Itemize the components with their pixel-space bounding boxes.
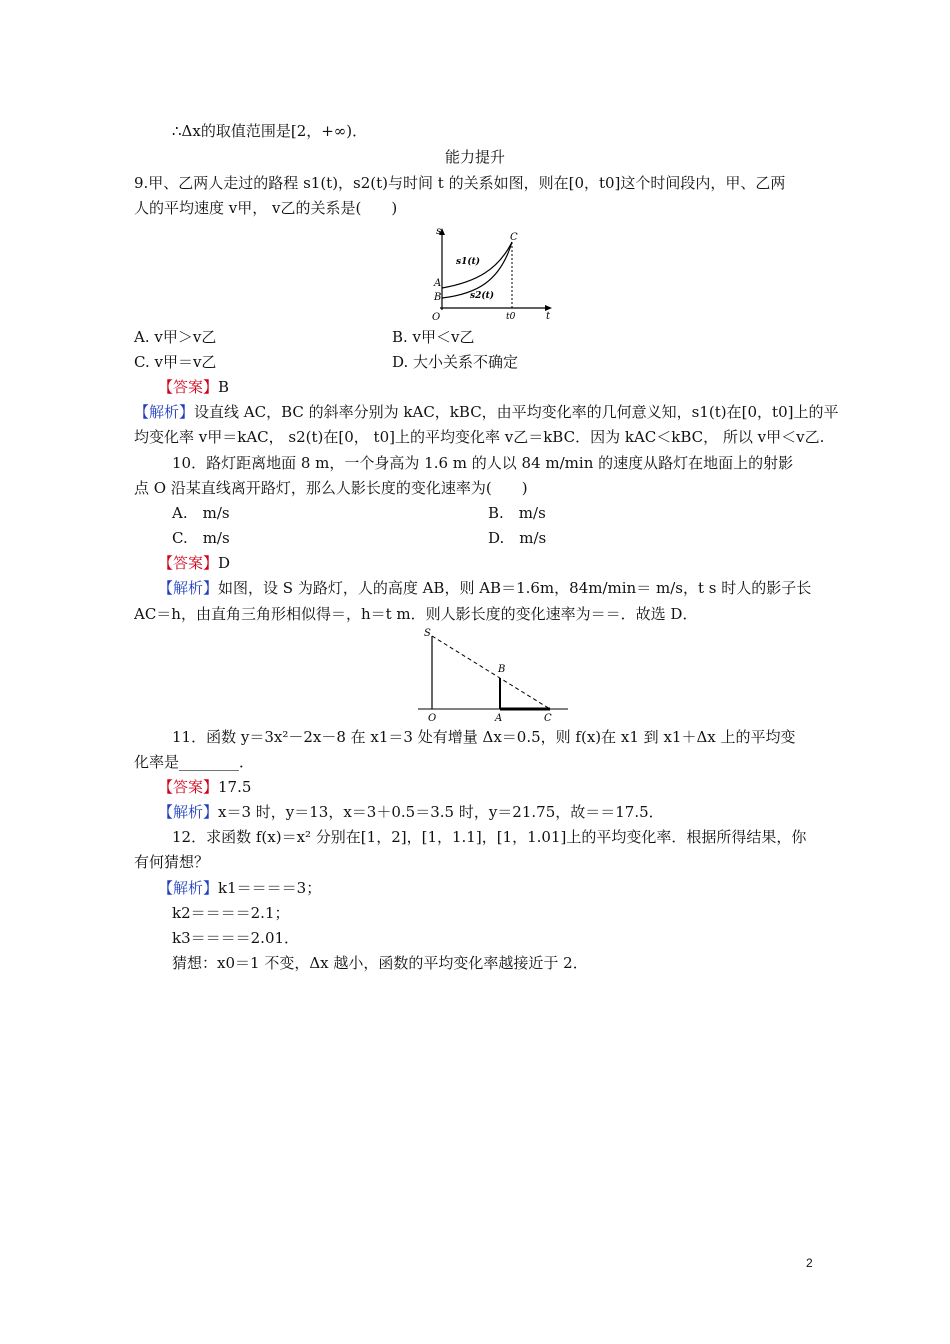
option-10-A: A. m/s	[172, 504, 230, 522]
analysis-tag: 【解析】	[134, 403, 195, 421]
label-S: S	[424, 628, 431, 639]
label-O: O	[428, 713, 437, 724]
option-10-C: C. m/s	[172, 529, 230, 547]
answer-10	[158, 552, 230, 574]
analysis-12-line4: 猜想：x0＝1 不变，Δx 越小，函数的平均变化率越接近于 2．	[172, 954, 588, 972]
question-9-line1: 9.甲、乙两人走过的路程 s1(t)，s2(t)与时间 t 的关系如图，则在[0，t0]这个时间段内，甲、乙两	[134, 174, 786, 192]
label-A: A	[434, 278, 442, 289]
analysis-text: 设直线 AC，BC 的斜率分别为 kAC，kBC，由平均变化率的几何意义知，s1(t)在[0，t0]上的平	[194, 403, 839, 421]
answer-value: D	[218, 554, 231, 572]
answer-tag: 【答案】	[158, 778, 219, 796]
question-9-line2: 人的平均速度 v甲， v乙的关系是( )	[134, 199, 398, 217]
analysis-10-line1	[158, 577, 811, 599]
option-9-A: A. v甲＞v乙	[134, 328, 217, 346]
analysis-tag: 【解析】	[158, 879, 219, 897]
answer-11	[158, 776, 251, 798]
question-12-line1: 12．求函数 f(x)＝x² 分别在[1，2]，[1，1.1]，[1，1.01]上的平均变化率．根据所得结果，你	[172, 828, 807, 846]
answer-tag: 【答案】	[158, 554, 219, 572]
analysis-12-line3: k3＝＝＝＝2.01．	[172, 929, 300, 947]
label-C: C	[510, 232, 518, 243]
label-A: A	[495, 713, 503, 724]
analysis-12-line2: k2＝＝＝＝2.1；	[172, 904, 290, 922]
answer-value: 17.5	[218, 778, 252, 796]
label-B: B	[498, 664, 506, 675]
answer-value: B	[218, 378, 230, 396]
analysis-10-line2: AC＝h，由直角三角形相似得＝，h＝t m．则人影长度的变化速率为＝＝．故选 D．	[134, 605, 698, 623]
label-s: s	[436, 226, 442, 237]
question-12-line2: 有何猜想？	[134, 853, 210, 871]
label-C: C	[544, 713, 552, 724]
option-10-D: D. m/s	[488, 529, 547, 547]
analysis-tag: 【解析】	[158, 579, 219, 597]
analysis-11	[158, 801, 664, 823]
analysis-9-line1	[134, 401, 838, 423]
answer-9	[158, 376, 229, 398]
question-10-line1: 10．路灯距离地面 8 m，一个身高为 1.6 m 的人以 84 m/min 的速度从路灯在地面上的射影	[172, 454, 794, 472]
analysis-12-line1	[158, 877, 321, 899]
option-10-B: B. m/s	[488, 504, 546, 522]
label-s2: s2(t)	[470, 291, 495, 301]
question-10-line2: 点 O 沿某直线离开路灯，那么人影长度的变化速率为( )	[134, 479, 528, 497]
label-origin: O	[432, 312, 441, 322]
section-heading: 能力提升	[444, 148, 505, 166]
label-s1: s1(t)	[456, 257, 481, 267]
label-B: B	[434, 292, 442, 303]
option-9-D: D. 大小关系不确定	[392, 353, 519, 371]
curve-s2	[442, 242, 512, 298]
answer-tag: 【答案】	[158, 378, 219, 396]
analysis-text: x＝3 时，y＝13，x＝3＋0.5＝3.5 时，y＝21.75，故＝＝17.5．	[218, 803, 664, 821]
analysis-tag: 【解析】	[158, 803, 219, 821]
analysis-9-line2: 均变化率 v甲＝kAC， s2(t)在[0， t0]上的平均变化率 v乙＝kBC．因为 kAC＜kBC， 所以 v甲＜v乙.	[134, 428, 825, 446]
analysis-text: 如图，设 S 为路灯，人的高度 AB，则 AB＝1.6m，84m/min＝ m/s，t s 时人的影子长	[218, 579, 812, 597]
question-11-line1: 11．函数 y＝3x²－2x－8 在 x1＝3 处有增量 Δx＝0.5，则 f(x)在 x1 到 x1＋Δx 上的平均变	[172, 728, 796, 746]
question-11-line2: 化率是________．	[134, 753, 255, 771]
text-line: ∴Δx的取值范围是[2，+∞)．	[172, 122, 368, 140]
analysis-text: k1＝＝＝＝3；	[218, 879, 322, 897]
path-time-graph	[426, 224, 558, 322]
light-ray	[432, 636, 550, 709]
label-t0: t0	[506, 312, 516, 322]
option-9-B: B. v甲＜v乙	[392, 328, 475, 346]
lamp-shadow-diagram	[418, 626, 568, 724]
page-number: 2	[806, 1256, 813, 1270]
label-t: t	[546, 311, 551, 322]
option-9-C: C. v甲＝v乙	[134, 353, 217, 371]
